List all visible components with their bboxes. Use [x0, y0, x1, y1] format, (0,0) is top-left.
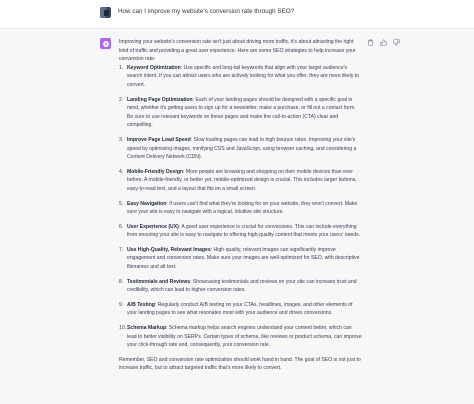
list-item	[119, 324, 362, 350]
list-item	[119, 200, 362, 217]
item-number: 8.	[119, 278, 124, 285]
item-number: 5.	[119, 200, 124, 207]
message-actions	[367, 39, 400, 46]
item-title: Testimonials and Reviews	[127, 278, 191, 285]
item-text: : A good user experience is crucial for conversions. This can include everything from ensuring your site is easy to navigate to offering high-quality content that meets your users' needs.	[127, 223, 361, 239]
item-text: : Showcasing testimonials and reviews on your site can increase trust and credibility, which can lead to higher conversion rates.	[127, 278, 357, 294]
item-text: : High-quality, relevant images can significantly improve engagement and conversion rates. Make sure your images are well-optimized for SEO, with descriptive filenames and alt text.	[127, 246, 360, 271]
item-title: Keyword Optimization	[127, 64, 181, 71]
item-number: 10.	[119, 325, 127, 332]
item-text: : Each of your landing pages should be designed with a specific goal in mind, whether it's getting users to sign up for a newsletter, make a purchase, or fill out a contact form. Be sure to use relevant keywords on these pages and make the call-to-action (CTA) clear and compelling.	[127, 96, 356, 129]
thumbs-down-icon[interactable]	[393, 39, 400, 46]
item-title: Easy Navigation	[127, 200, 167, 207]
item-title: Schema Markup	[127, 325, 167, 332]
user-avatar	[100, 7, 111, 18]
list-item	[119, 301, 362, 318]
item-text: : Schema markup helps search engines understand your content better, which can lead to better visibility on SERPs. Certain types of schema, like reviews or product schema, can improve your click-through rate and, consequently, your conversion rate.	[127, 325, 362, 349]
item-text: : Regularly conduct A/B testing on your CTAs, headlines, images, and other elements of your landing pages to see what resonates most with your audience and drives conversions.	[127, 301, 353, 317]
list-item	[119, 278, 362, 295]
list-item	[119, 96, 362, 130]
item-number: 7.	[119, 246, 124, 253]
assistant-message-row	[0, 29, 474, 404]
item-text: : More people are browsing and shopping on their mobile devices than ever before. A mobile-friendly, or better yet, mobile-optimized design is crucial. This includes larger buttons, easy-to-read text, and a layout that fits on a small screen.	[127, 168, 357, 192]
item-text: : Slow loading pages can lead to high bounce rates. Improving your site's speed by optimizing images, minifying CSS and JavaScript, using browser caching, and considering a Content Delivery Network (CDN).	[127, 136, 357, 161]
assistant-message-content	[119, 38, 362, 373]
thumbs-up-icon[interactable]	[380, 39, 387, 46]
openai-logo-icon	[100, 38, 111, 49]
list-item	[119, 246, 362, 272]
response-outro: Remember, SEO and conversion rate optimization should work hand in hand. The goal of SEO is not just to increase traffic, but to attract targeted traffic that's more likely to convert.	[119, 356, 361, 372]
list-item	[119, 223, 362, 240]
item-number: 9.	[119, 301, 124, 308]
item-title: Landing Page Optimization	[127, 96, 193, 103]
item-title: Use High-Quality, Relevant Images	[127, 246, 211, 253]
item-number: 3.	[119, 136, 124, 143]
strategy-list	[119, 64, 362, 350]
item-number: 2.	[119, 96, 124, 103]
list-item	[119, 64, 362, 90]
item-title: Improve Page Load Speed	[127, 136, 191, 143]
response-intro: Improving your website's conversion rate isn't just about driving more traffic, it's about attracting the right kind of traffic and providing a great user experience. Here are some SEO strategies to help increase your conversion rate:	[119, 39, 356, 63]
item-title: User Experience (UX)	[127, 223, 179, 230]
item-number: 4.	[119, 168, 124, 175]
item-text: : Use specific and long-tail keywords that align with your target audience's search intent. If you can attract users who are actively looking for what you offer, they are more likely to convert.	[127, 64, 360, 88]
item-number: 6.	[119, 223, 124, 230]
list-item	[119, 136, 362, 162]
clipboard-icon[interactable]	[367, 39, 374, 46]
item-title: Mobile-Friendly Design	[127, 168, 184, 175]
item-text: : If users can't find what they're looking for on your website, they won't convert. Make sure your site is easy to navigate with a logical, intuitive site structure.	[127, 200, 358, 216]
user-message-text: How can I improve my website's conversion rate through SEO?	[118, 8, 295, 15]
item-title: A/B Testing	[127, 301, 155, 308]
item-number: 1.	[119, 64, 124, 71]
user-message-row	[0, 0, 474, 29]
list-item	[119, 168, 362, 194]
